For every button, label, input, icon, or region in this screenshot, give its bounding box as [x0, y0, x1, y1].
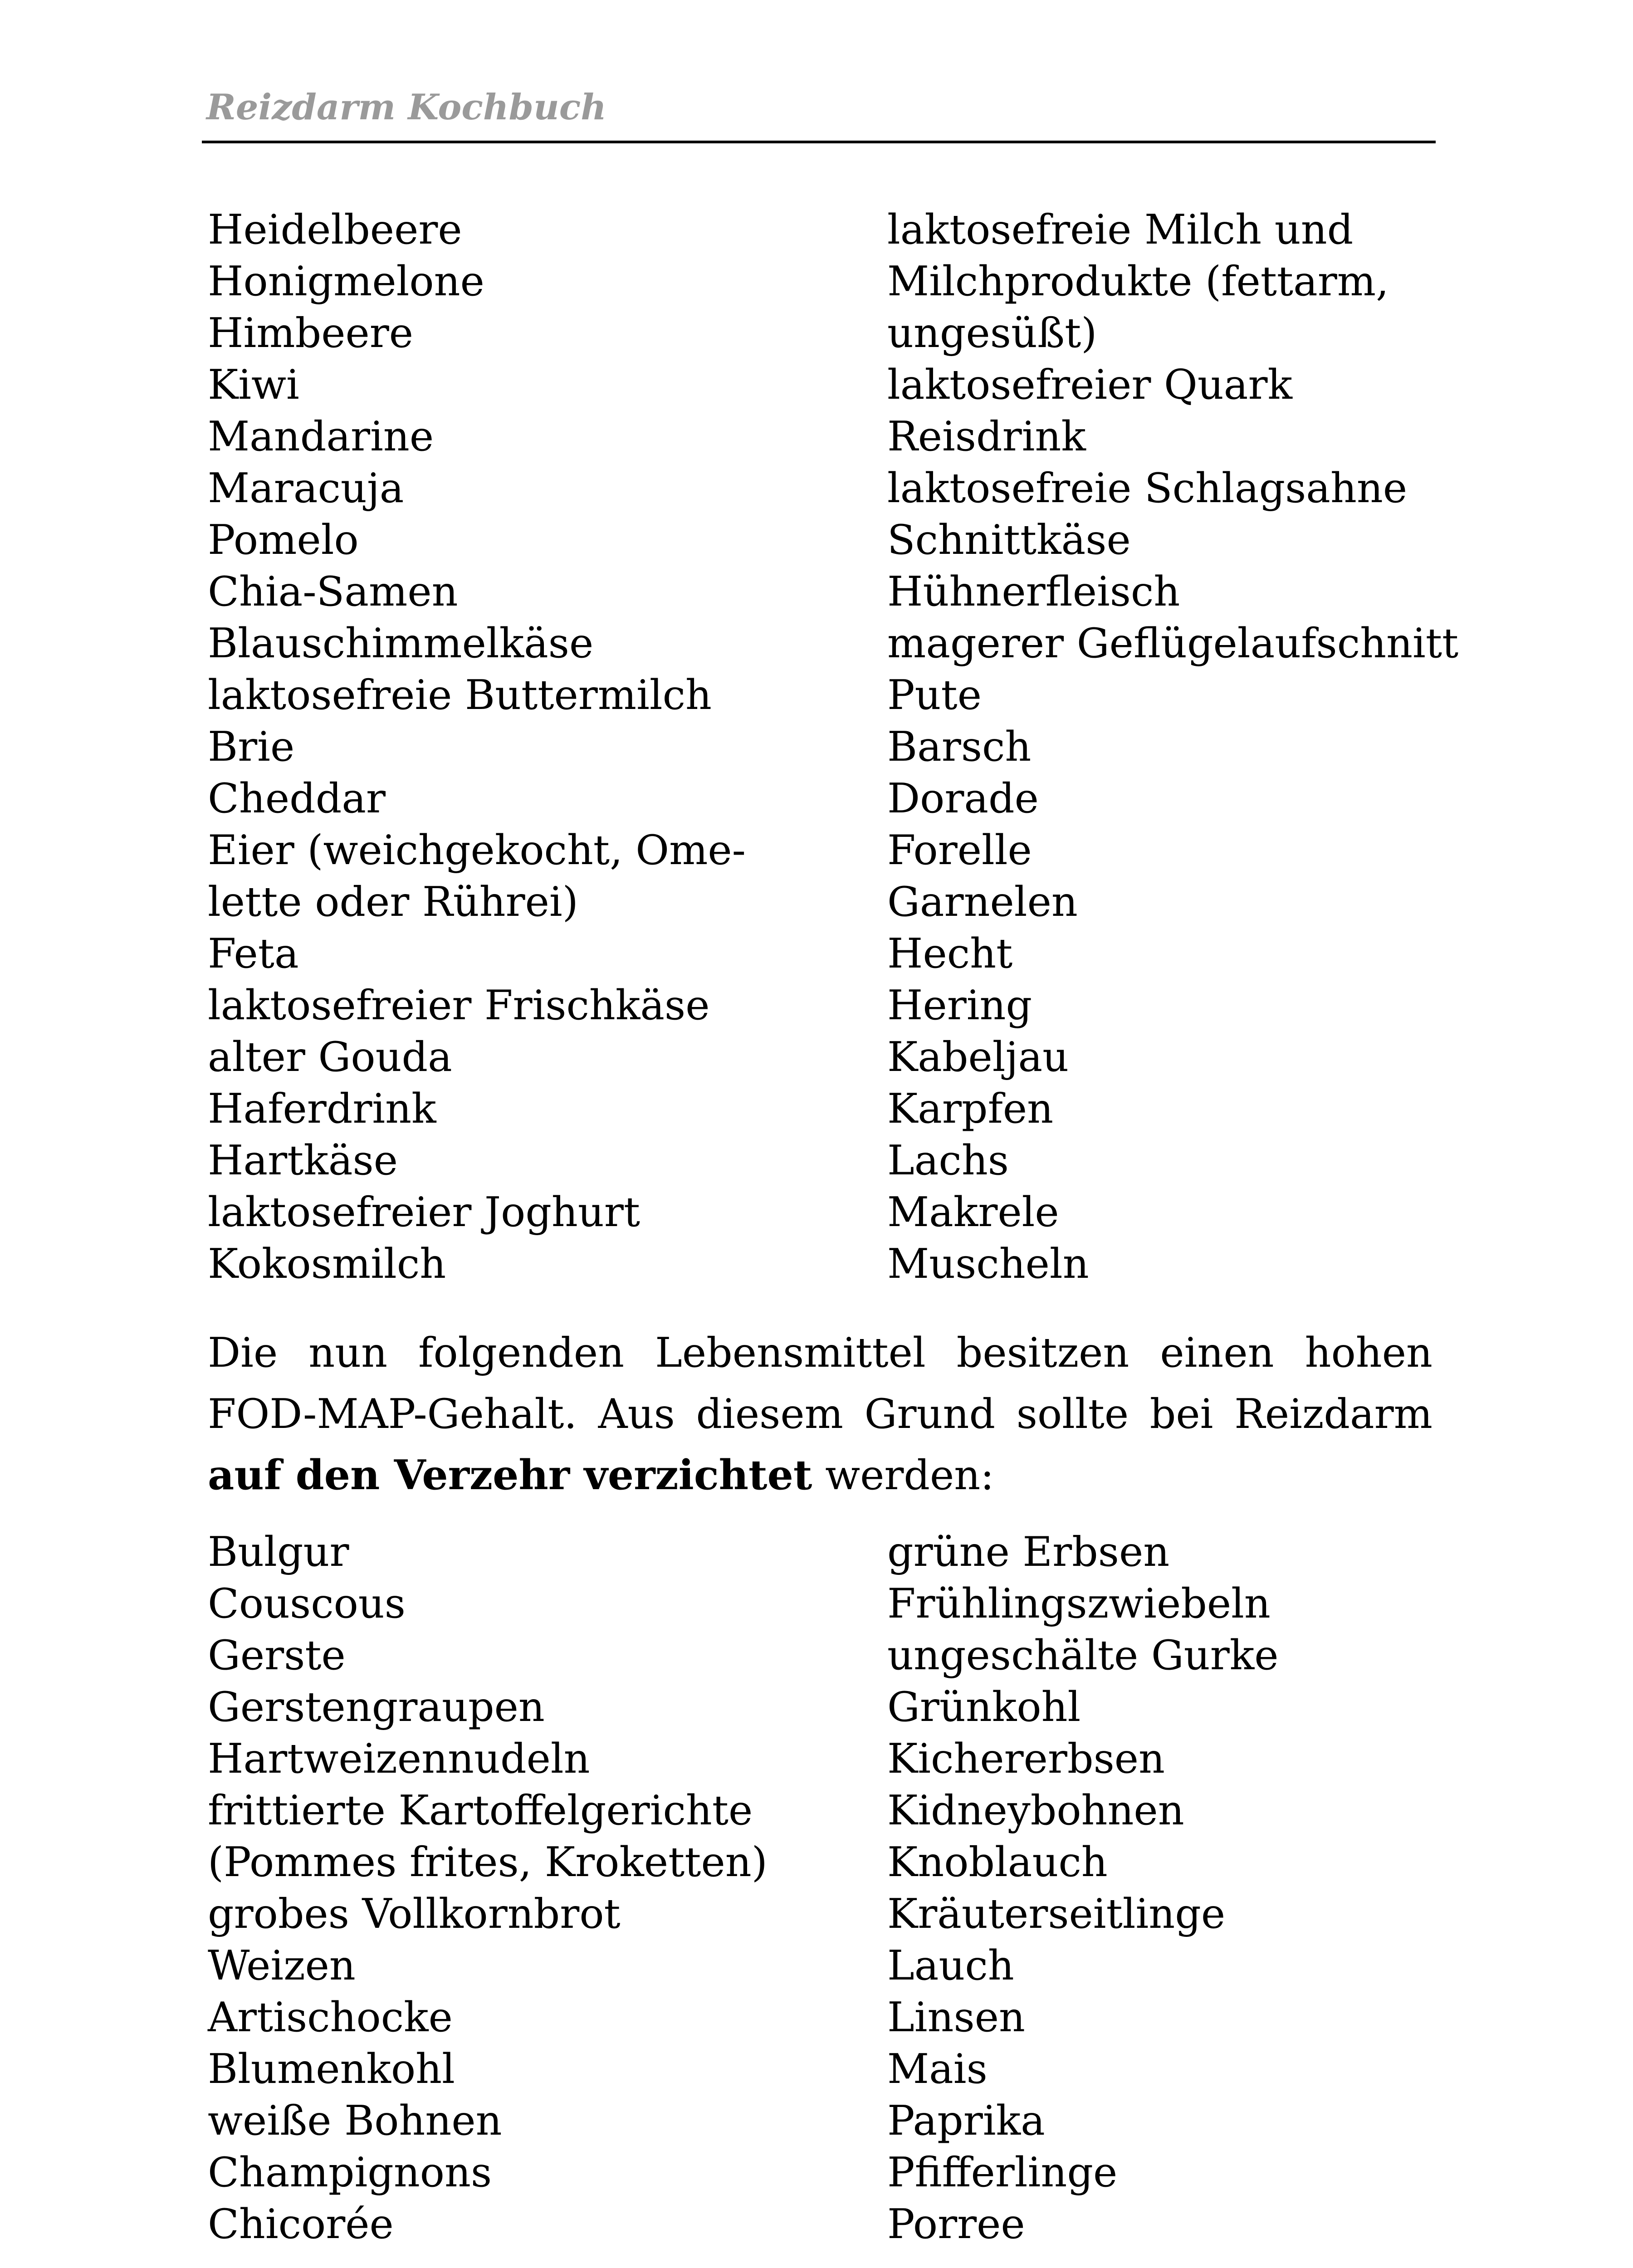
- list-item: Kabeljau: [887, 1033, 1069, 1081]
- list-item: frittierte Kartoffelgerichte: [208, 1787, 753, 1834]
- list-item: (Pommes frites, Kroketten): [208, 1838, 768, 1886]
- list-item: Hecht: [887, 930, 1013, 978]
- food-list-left-column: [208, 1526, 865, 2250]
- list-item: Grünkohl: [887, 1683, 1081, 1731]
- list-item: Porree: [887, 2200, 1025, 2248]
- list-item: Linsen: [887, 1994, 1025, 2041]
- paragraph-text-part-2: werden:: [812, 1452, 994, 1499]
- list-item: Mandarine: [208, 413, 434, 460]
- list-item: Weizen: [208, 1942, 356, 1989]
- list-item: Bulgur: [208, 1528, 349, 1576]
- list-item: lette oder Rührei): [208, 878, 578, 926]
- list-item: Kokosmilch: [208, 1240, 446, 1288]
- list-item: Haferdrink: [208, 1085, 436, 1133]
- food-list-left-column: [208, 204, 865, 1290]
- list-item: Chicorée: [208, 2200, 394, 2248]
- list-item: ungesüßt): [887, 309, 1097, 357]
- list-item: Hering: [887, 982, 1032, 1029]
- list-item: laktosefreie Schlagsahne: [887, 464, 1408, 512]
- header-rule: [202, 141, 1436, 143]
- list-item: Himbeere: [208, 309, 414, 357]
- list-item: ungeschälte Gurke: [887, 1632, 1279, 1679]
- paragraph-bold-text: auf den Verzehr verzichtet: [208, 1451, 812, 1499]
- list-item: Makrele: [887, 1188, 1059, 1236]
- list-item: Knoblauch: [887, 1838, 1108, 1886]
- list-item: Hartweizennudeln: [208, 1735, 590, 1783]
- list-item: Kiwi: [208, 361, 299, 409]
- list-item: Gerstengraupen: [208, 1683, 545, 1731]
- list-item: Dorade: [887, 775, 1039, 822]
- high-fodmap-intro-paragraph: [208, 1322, 1433, 1506]
- list-item: Barsch: [887, 723, 1032, 771]
- food-list-right-column: [887, 1526, 1454, 2250]
- list-item: Artischocke: [208, 1994, 453, 2041]
- list-item: Blauschimmelkäse: [208, 620, 594, 667]
- running-header-title: Reizdarm Kochbuch: [206, 87, 606, 128]
- list-item: Frühlingszwiebeln: [887, 1580, 1271, 1628]
- list-item: Maracuja: [208, 464, 404, 512]
- list-item: magerer Geflügelaufschnitt: [887, 620, 1459, 667]
- list-item: Forelle: [887, 826, 1032, 874]
- list-item: Gerste: [208, 1632, 346, 1679]
- list-item: Kräuterseitlinge: [887, 1890, 1226, 1938]
- list-item: laktosefreier Quark: [887, 361, 1293, 409]
- list-item: Kidneybohnen: [887, 1787, 1184, 1834]
- list-item: laktosefreie Buttermilch: [208, 671, 712, 719]
- list-item: Feta: [208, 930, 299, 978]
- list-item: Chia-Samen: [208, 568, 458, 616]
- list-item: Schnittkäse: [887, 516, 1131, 564]
- list-item: Paprika: [887, 2097, 1045, 2145]
- list-item: Lauch: [887, 1942, 1014, 1989]
- list-item: laktosefreie Milch und: [887, 206, 1354, 254]
- list-item: Brie: [208, 723, 295, 771]
- food-list-right-column: [887, 204, 1459, 1290]
- list-item: Honigmelone: [208, 258, 484, 305]
- paragraph-text-part-1: Die nun folgenden Lebensmittel besitzen einen hohen FOD-MAP-Gehalt. Aus diesem Grund sollte bei Reizdarm: [208, 1329, 1433, 1438]
- list-item: Pfifferlinge: [887, 2149, 1118, 2196]
- list-item: Milchprodukte (fettarm,: [887, 258, 1389, 305]
- list-item: Couscous: [208, 1580, 406, 1628]
- list-item: Hartkäse: [208, 1137, 398, 1184]
- list-item: laktosefreier Joghurt: [208, 1188, 640, 1236]
- list-item: Muscheln: [887, 1240, 1089, 1288]
- list-item: Kichererbsen: [887, 1735, 1165, 1783]
- list-item: Karpfen: [887, 1085, 1054, 1133]
- list-item: Lachs: [887, 1137, 1009, 1184]
- list-item: Hühnerfleisch: [887, 568, 1180, 616]
- list-item: Heidelbeere: [208, 206, 462, 254]
- list-item: weiße Bohnen: [208, 2097, 502, 2145]
- list-item: grüne Erbsen: [887, 1528, 1170, 1576]
- list-item: Eier (weichgekocht, Ome-: [208, 826, 746, 874]
- list-item: Reisdrink: [887, 413, 1086, 460]
- list-item: laktosefreier Frischkäse: [208, 982, 710, 1029]
- list-item: Blumenkohl: [208, 2045, 455, 2093]
- list-item: alter Gouda: [208, 1033, 452, 1081]
- list-item: Garnelen: [887, 878, 1078, 926]
- list-item: Champignons: [208, 2149, 492, 2196]
- list-item: Pomelo: [208, 516, 359, 564]
- list-item: Pute: [887, 671, 982, 719]
- list-item: Mais: [887, 2045, 988, 2093]
- list-item: Cheddar: [208, 775, 386, 822]
- list-item: grobes Vollkornbrot: [208, 1890, 621, 1938]
